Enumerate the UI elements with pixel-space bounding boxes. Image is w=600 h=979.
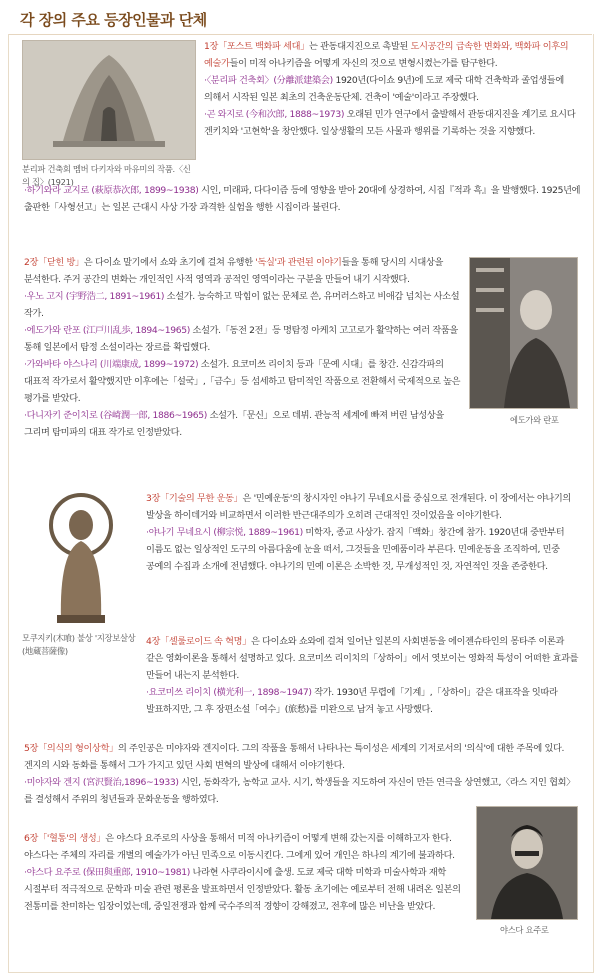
chapter-3-title: 3장「기술의 무한 운동」 [146,493,243,504]
photo-edogawa-ranpo [469,257,578,409]
photo-mokujiki-buddha [35,491,127,624]
section-1-text: 1장「포스트 백화파 세대」는 관동대지진으로 촉발된 도시공간의 급속한 변화와, 백화파 이후의 예술가들이 미적 아나키즘을 어떻게 자신의 것으로 변형시켰는가를 탐구한다. ·〈분리파 건축회〉(分離派建築会) 1920년(다이쇼 9년)에 도쿄 제국 대학 건축학과 졸업생들에 의해서 시작된 일본 최초의 건축운동단체. 건축이 '예술'이라고 주장했다. ·곤 와지로 (今和次郎, 1888~1973) 오래된 민가 연구에서 출발해서 관동대지진을 계기로 요시다 겐키치와 '고현학'을 창안했다. 일상생활의 모든 사물과 행위를 기록하는 것을 지향했다. [204,41,576,137]
entry-name: ·〈분리파 건축회〉(分離派建築会) [204,75,333,86]
photo-yasuda-yojuro [476,806,578,920]
section-5-text: 5장「의식의 형이상학」의 주인공은 미야자와 겐지이다. 그의 작품을 통해서 나타나는 특이성은 세계의 기저로서의 '의식'에 대한 주목에 있다. 겐지의 시와 동화를 통해서 그가 가지고 있던 사회 변혁의 발상에 대해서 이야기한다. ·미야자와 겐지 (宮沢賢治,1896~1933) 시인, 동화작가, 농학교 교사. 시기, 학생들을 지도하여 자신이 만든 연극을 상연했고,〈라스 지인 협회〉를 결성해서 주위의 청년들과 문화운동을 행하였다. [24,743,575,805]
photo-house-of-god [22,40,196,160]
entry-name: ·곤 와지로 (今和次郎, 1888~1973) [204,109,345,120]
caption-1: 분리파 건축회 멤버 다키자와 마유미의 작품.〈신의 집〉(1921) [22,164,191,187]
section-3-text: 3장「기술의 무한 운동」은 '민예운동'의 창시자인 야나기 무네요시를 중심으로 전개된다. 이 장에서는 야나기의 발상을 하이데거와 비교하면서 이러한 반근대주의가 오히려 근대적인 것이었음을 이야기한다. ·야나기 무네요시 (柳宗悦, 1889~1961) 미학자, 종교 사상가. 잡지「백화」창간에 참가. 1920년대 중반부터 이름도 없는 일상적인 도구의 아름다움에 눈을 떠서, 그것들을 민예품이라 부른다. 민예운동을 조직하여, 민중 공예의 수집과 소개에 전념했다. 야나기의 민예 이론은 소박한 것, 무개성적인 것, 자연적인 것을 존중한다. [146,493,571,572]
entry-name: ·하기와라 교지로 (萩原恭次郎, 1899~1938) [24,185,199,196]
caption-3: 모쿠지키(木喰) 불상 '지장보살상(地蔵菩薩像) [22,633,136,656]
chapter-1-title: 1장「포스트 백화파 세대」 [204,41,310,52]
chapter-5-title: 5장「의식의 형이상학」 [24,743,118,754]
chapter-2-title: 2장「닫힌 방」 [24,257,84,268]
page-title: 각 장의 주요 등장인물과 단체 [20,11,207,29]
statue-icon [35,491,127,624]
section-4-text: 4장「셀룰로이드 속 혁명」은 다이쇼와 쇼와에 걸쳐 일어난 일본의 사회변동을 에이젠슈타인의 몽타주 이론과 같은 영화이론을 통해서 설명하고 있다. 요코미쓰 리이치의「상하이」에서 엿보이는 영화적 특성이 어떠한 효과를 만들어 내는지 분석한다. ·요코미쓰 리이치 (横光利一, 1898~1947) 작가. 1930년 무렵에「기계」,「상하이」같은 대표작을 잇따라 발표하지만, 그 후 장편소설「여수」(旅愁)를 미완으로 남겨 놓고 사망했다. [146,636,579,715]
sculpture-icon [23,41,195,159]
section-6-text: 6장「'혈통'의 생성」은 야스다 요주로의 사상을 통해서 미적 아나키즘이 어떻게 변해 갔는지를 이해하고자 한다. 야스다는 주체의 자리를 개별의 예술가가 아닌 민족으로 이동시킨다. 그에게 있어 개인은 하나의 계기에 불과하다. ·야스다 요주로 (保田與重郎, 1910~1981) 나라현 사쿠라이시에 출생. 도쿄 제국 대학 미학과 미술사학과 재학 시절부터 적극적으로 문학과 미술 관련 평론을 발표하면서 인정받았다. 활동 초기에는 예로부터 전해 내려온 일본의 전통미를 찬미하는 입장이었는데, 중일전쟁과 함께 국수주의적 경향이 강해졌고, 전후에 많은 비난을 받았다. [24,833,461,912]
entry-name: ·요코미쓰 리이치 (横光利一, 1898~1947) [146,687,312,698]
caption-6: 야스다 요주로 [500,925,549,935]
entry-name: ·우노 고지 (宇野浩二, 1891~1961) [24,291,165,302]
section-1-text-wide: ·하기와라 교지로 (萩原恭次郎, 1899~1938) 시인, 미래파, 다다이즘 등에 영향을 받아 20대에 상경하여, 시집『적과 흑』을 발행했다. 1925년에 출판한「사형선고」는 일본 근대시 사상 가장 과격한 실험을 행한 시집이라 불린다. [24,185,581,213]
chapter-6-title: 6장「'혈통'의 생성」 [24,833,106,844]
section-2-text: 2장「닫힌 방」은 다이쇼 말기에서 쇼와 초기에 걸쳐 유행한 '독실'과 관련된 이야기들을 통해 당시의 시대상을 분석한다. 주거 공간의 변화는 개인적인 사적 영역과 공적인 영역이라는 구분을 만들어 내기 시작했다. ·우노 고지 (宇野浩二, 1891~1961) 소설가. 능숙하고 막힘이 없는 문체로 쓴, 유머러스하고 비애감 넘치는 사소설 작가. ·에도가와 란포 (江戸川乱歩, 1894~1965) 소설가.「동전 2전」등 명탐정 아케치 고고로가 활약하는 여러 작품을 통해 일본에서 탐정 소설이라는 장르를 확립했다. ·가와바타 야스나리 (川端康成, 1899~1972) 소설가. 요코미쓰 리이치 등과「문예 시대」를 창간. 신감각파의 대표적 작가로서 활약했지만 이후에는「설국」,「금수」등 섬세하고 탐미적인 작품으로 전환해서 국제적으로 높은 평가를 받았다. ·다니자키 준이치로 (谷崎潤一郎, 1886~1965) 소설가.「문신」으로 데뷔. 관능적 세계에 빠져 버린 남성상을 그리며 탐미파의 대표 작가로 인정받았다. [24,257,461,438]
entry-name: ·야나기 무네요시 (柳宗悦, 1889~1961) [146,527,303,538]
portrait-icon [470,258,577,408]
entry-name: ·미야자와 겐지 (宮沢賢治,1896~1933) [24,777,179,788]
caption-2: 에도가와 란포 [510,415,559,425]
entry-name: ·에도가와 란포 (江戸川乱歩, 1894~1965) [24,325,190,336]
entry-name: ·가와바타 야스나리 (川端康成, 1899~1972) [24,359,199,370]
title-bar [8,4,592,35]
entry-name: ·다니자키 준이치로 (谷崎潤一郎, 1886~1965) [24,410,208,421]
entry-name: ·야스다 요주로 (保田與重郎, 1910~1981) [24,867,190,878]
portrait-icon [477,807,577,919]
chapter-4-title: 4장「셀룰로이드 속 혁명」 [146,636,252,647]
